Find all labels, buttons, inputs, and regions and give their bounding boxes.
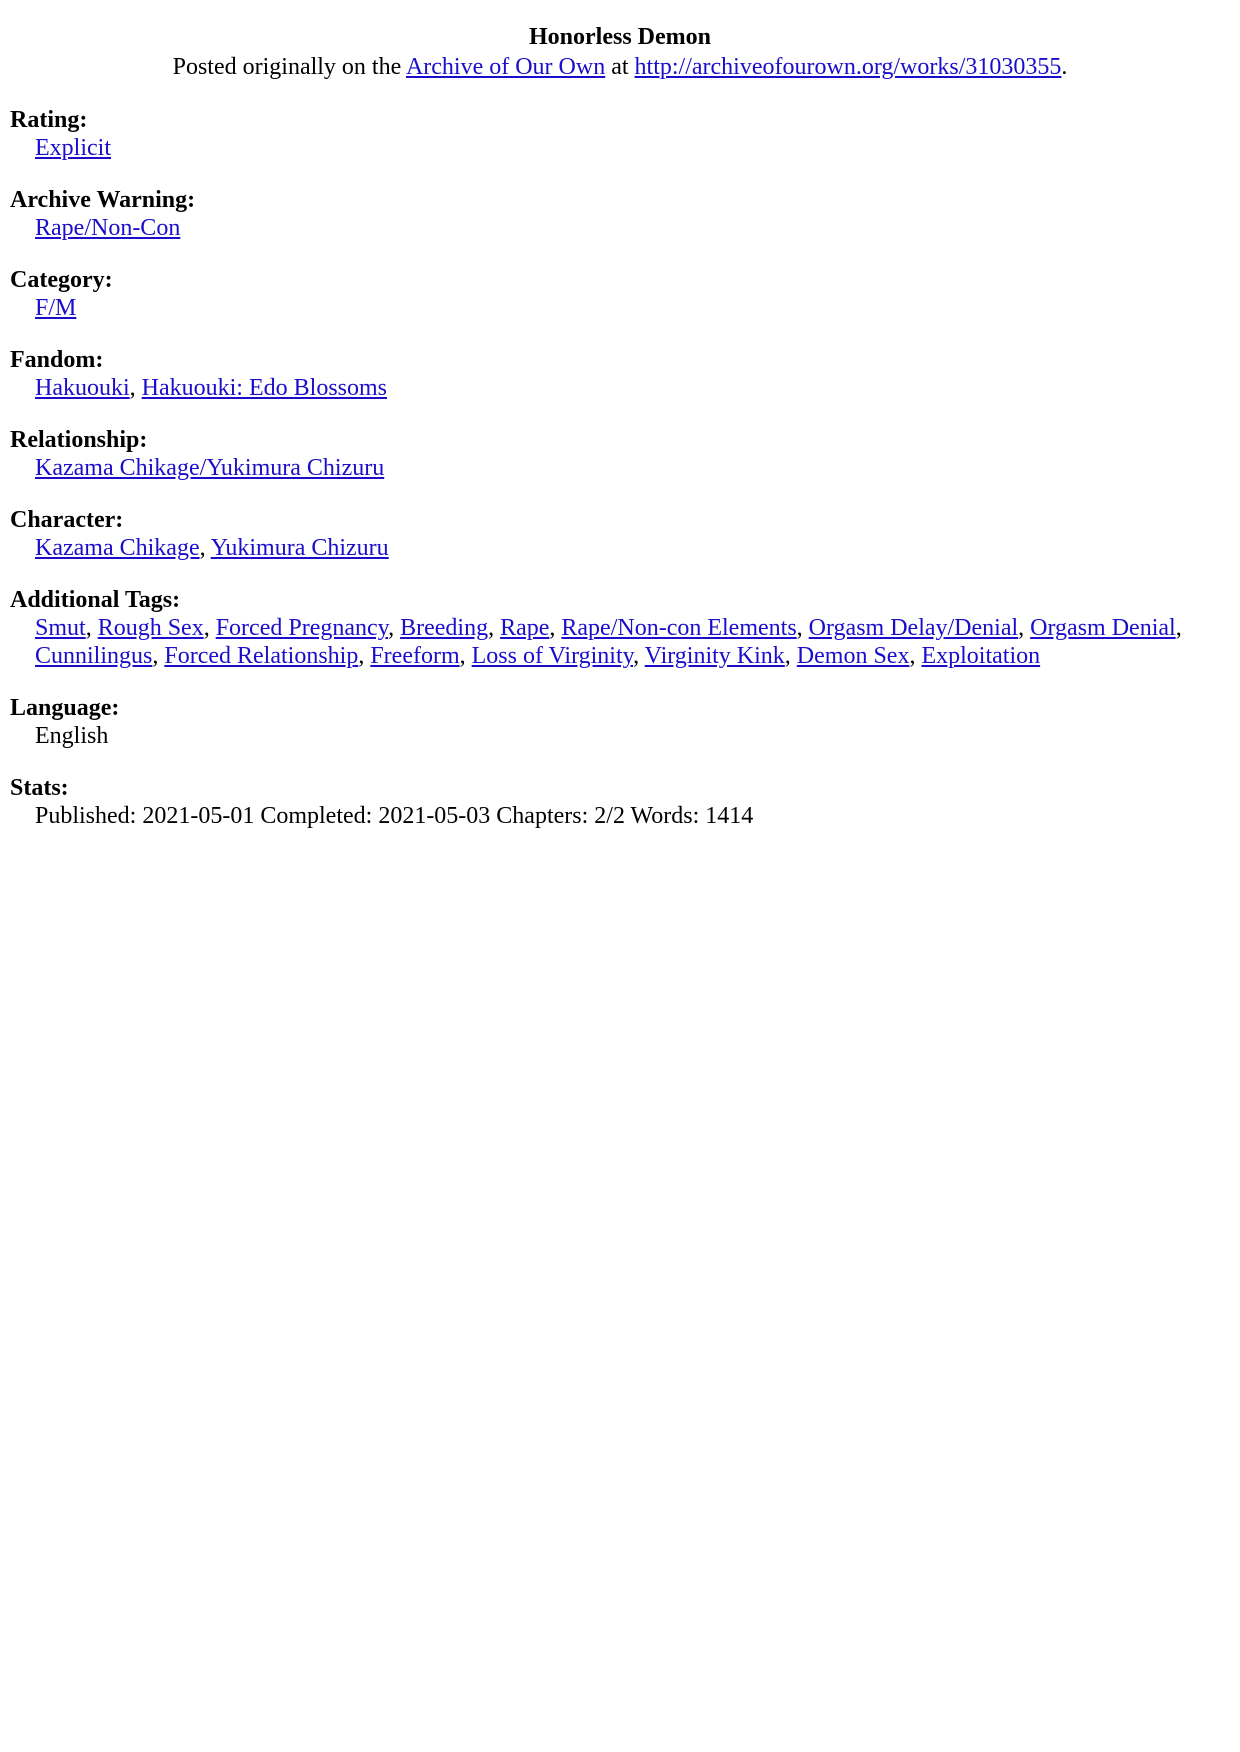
field-fandom [10,346,1230,402]
tag-link[interactable]: Hakuouki: Edo Blossoms [141,375,387,401]
tag-link[interactable]: Kazama Chikage [35,535,200,561]
tag-link[interactable]: Demon Sex [796,643,910,669]
field-label: Relationship: [10,427,148,453]
tag-list: Smut, Rough Sex, Forced Pregnancy, Breeding, Rape, Rape/Non-con Elements, Orgasm Delay/Denial, Orgasm Denial, Cunnilingus, Forced Relationship, Freeform, Loss of Virginity, Virginity Kink, Demon Sex, Exploitation [35,615,1182,669]
tag-link[interactable]: Rough Sex [97,615,204,641]
tag-link[interactable]: Smut [35,615,86,641]
field-label: Fandom: [10,347,104,373]
field-label: Category: [10,267,113,293]
tag-link[interactable]: F/M [35,295,77,321]
field-label: Character: [10,507,124,533]
stats-value: Published: 2021-05-01 Completed: 2021-05-03 Chapters: 2/2 Words: 1414 [35,803,754,829]
tag-list: Hakuouki, Hakuouki: Edo Blossoms [35,375,387,401]
tag-link[interactable]: Hakuouki [35,375,130,401]
field-label: Rating: [10,107,88,133]
field-label: Additional Tags: [10,587,181,613]
field-language [10,694,1230,750]
posted-suffix: . [1061,54,1068,80]
tag-link[interactable]: Exploitation [921,643,1041,669]
tag-link[interactable]: Loss of Virginity [471,643,634,669]
tag-link[interactable]: Freeform [370,643,460,669]
tag-list: Kazama Chikage, Yukimura Chizuru [35,535,389,561]
tag-link[interactable]: Orgasm Denial [1030,615,1176,641]
work-title: Honorless Demon [529,24,711,50]
posted-line [10,52,1230,82]
tag-link[interactable]: Rape [500,615,550,641]
field-character [10,506,1230,562]
tag-list [10,294,1230,322]
field-additional-tags [10,586,1230,670]
field-rating [10,106,1230,162]
tag-list [10,134,1230,162]
field-relationship [10,426,1230,482]
field-category [10,266,1230,322]
field-stats [10,774,1230,830]
tag-list [10,454,1230,482]
field-label: Language: [10,695,120,721]
tag-link[interactable]: Forced Pregnancy [215,615,389,641]
work-url-link[interactable]: http://archiveofourown.org/works/31030355 [634,54,1062,80]
tag-link[interactable]: Kazama Chikage/Yukimura Chizuru [35,455,385,481]
tag-link[interactable]: Forced Relationship [164,643,359,669]
tag-link[interactable]: Cunnilingus [35,643,153,669]
tag-link[interactable]: Yukimura Chizuru [210,535,389,561]
tag-link[interactable]: Rape/Non-con Elements [561,615,797,641]
work-metadata [10,106,1230,830]
tag-link[interactable]: Rape/Non-Con [35,215,181,241]
posted-prefix: Posted originally on the [172,54,406,80]
tag-link[interactable]: Orgasm Delay/Denial [808,615,1019,641]
field-archive-warning [10,186,1230,242]
language-value: English [35,723,109,749]
field-label: Archive Warning: [10,187,196,213]
archive-link[interactable]: Archive of Our Own [405,54,606,80]
tag-link[interactable]: Breeding [400,615,489,641]
field-label: Stats: [10,775,69,801]
tag-list [10,214,1230,242]
tag-link[interactable]: Explicit [35,135,111,161]
posted-middle: at [605,54,635,80]
tag-link[interactable]: Virginity Kink [644,643,785,669]
